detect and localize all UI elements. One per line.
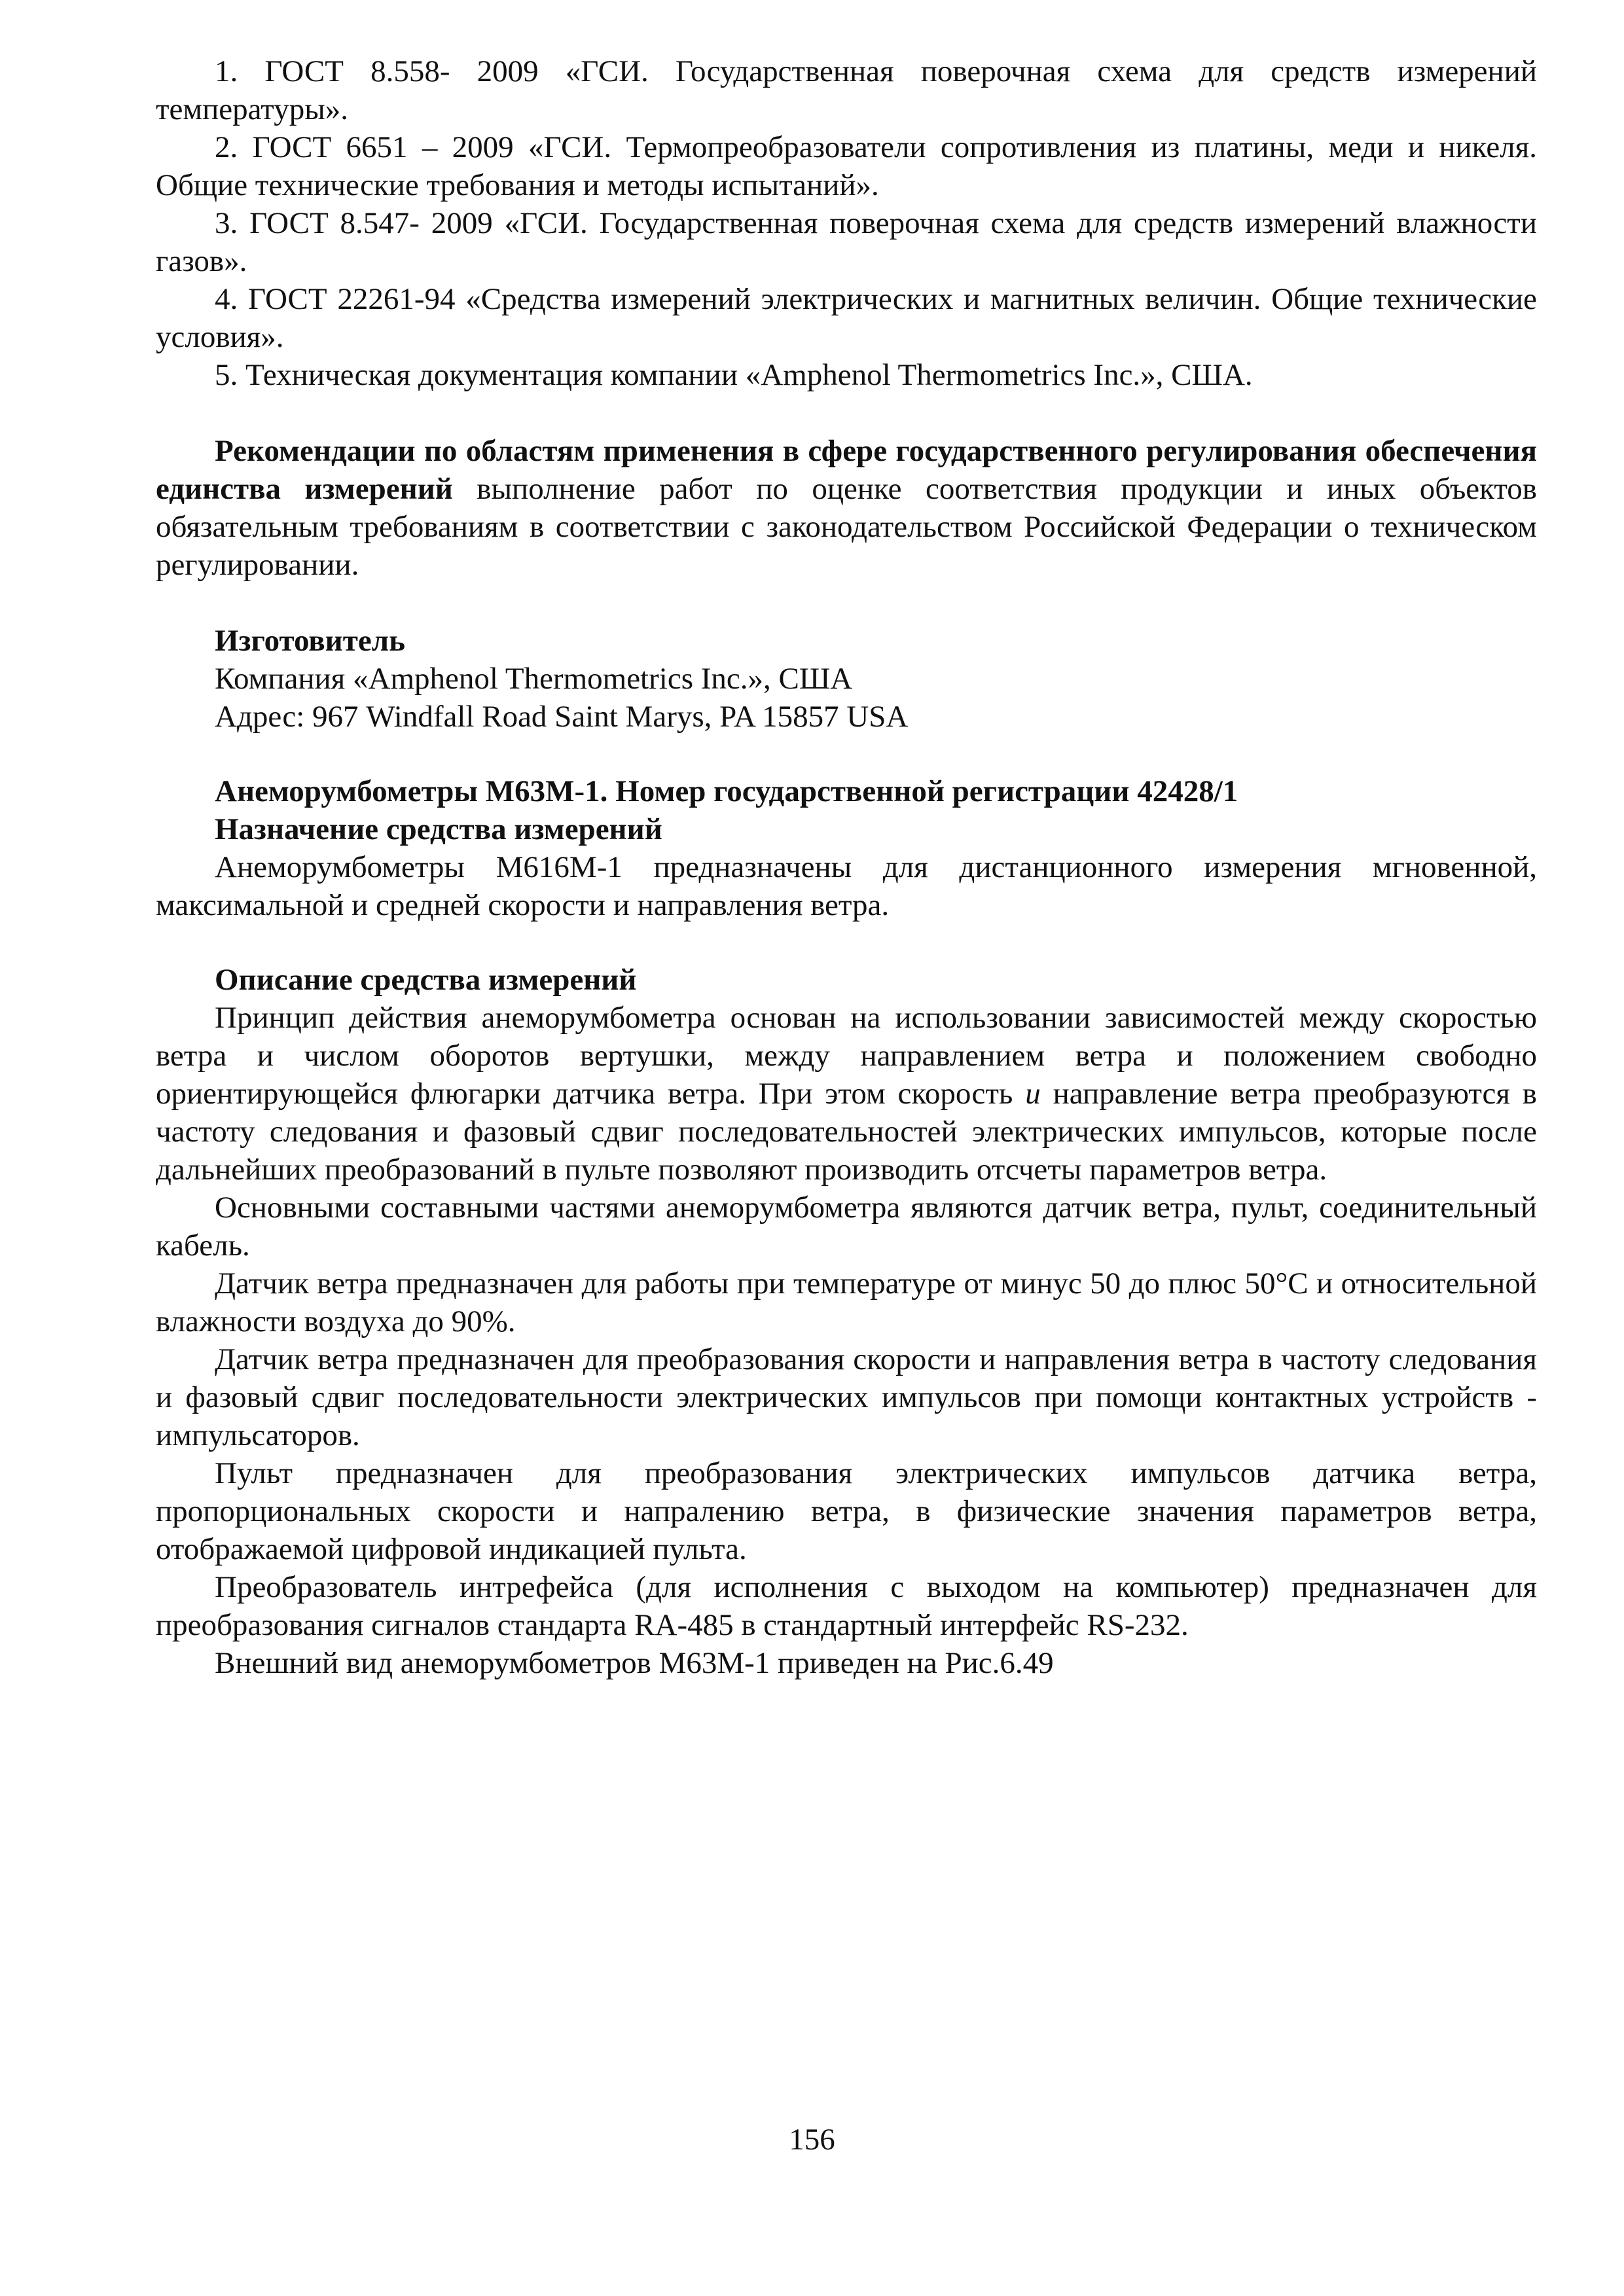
reference-item-4: 4. ГОСТ 22261-94 «Средства измерений электрических и магнитных величин. Общие технические условия».	[156, 282, 1537, 354]
description-paragraph-4: Датчик ветра предназначен для преобразования скорости и направления ветра в частоту следования и фазовый сдвиг последовательности электрических импульсов при помощи контактных устройств - импульсаторов.	[156, 1342, 1537, 1452]
manufacturer-section	[156, 622, 1537, 736]
recommendations-paragraph	[156, 432, 1537, 584]
description-paragraph-5: Пульт предназначен для преобразования электрических импульсов датчика ветра, пропорциональных скорости и напралению ветра, в физические значения параметров ветра, отображаемой цифровой индикацией пульта.	[156, 1456, 1537, 1566]
description-paragraph-1	[156, 999, 1537, 1189]
reference-item-1: 1. ГОСТ 8.558- 2009 «ГСИ. Государственная поверочная схема для средств измерений температуры».	[156, 54, 1537, 126]
instrument-title: Анеморумбометры М63М-1. Номер государственной регистрации 42428/1	[215, 774, 1238, 808]
manufacturer-company: Компания «Amphenol Thermometrics Inc.», США	[215, 662, 853, 696]
description-p1-italic: и	[1025, 1077, 1041, 1111]
document-page	[156, 52, 1537, 1682]
description-paragraph-2: Основными составными частями анеморумбометра являются датчик ветра, пульт, соединительный кабель.	[156, 1191, 1537, 1263]
reference-item-2: 2. ГОСТ 6651 – 2009 «ГСИ. Термопреобразователи сопротивления из платины, меди и никеля. Общие технические требования и методы испытаний».	[156, 130, 1537, 202]
reference-item-3: 3. ГОСТ 8.547- 2009 «ГСИ. Государственная поверочная схема для средств измерений влажности газов».	[156, 206, 1537, 278]
recommendations-heading: Рекомендации по областям применения в сфере государственного регулирования обеспечения единства измерений	[156, 434, 1537, 506]
recommendations-text: выполнение работ по оценке соответствия продукции и иных объектов обязательным требованиям в соответствии с законодательством Российской Федерации о техническом регулировании.	[156, 472, 1537, 582]
description-section	[156, 961, 1537, 1682]
instrument-section	[156, 772, 1537, 924]
description-paragraph-3: Датчик ветра предназначен для работы при температуре от минус 50 до плюс 50°С и относительной влажности воздуха до 90%.	[156, 1266, 1537, 1338]
description-p1-part1: Принцип действия анеморумбометра основан на использовании зависимостей между скоростью ветра и числом оборотов вертушки, между направлением ветра и положением свободно ориентирующейся флюгарки датчика ветра. При этом скорость	[156, 1001, 1537, 1111]
description-heading: Описание средства измерений	[215, 963, 637, 997]
purpose-heading: Назначение средства измерений	[215, 812, 662, 846]
purpose-text: Анеморумбометры М616М-1 предназначены для дистанционного измерения мгновенной, максимальной и средней скорости и направления ветра.	[156, 850, 1537, 922]
description-paragraph-6: Преобразователь интрефейса (для исполнения с выходом на компьютер) предназначен для преобразования сигналов стандарта RA-485 в стандартный интерфейс RS-232.	[156, 1570, 1537, 1642]
reference-item-5: 5. Техническая документация компании «Amphenol Thermometrics Inc.», США.	[215, 358, 1253, 392]
manufacturer-address: Адрес: 967 Windfall Road Saint Marys, PA 15857 USA	[215, 700, 909, 734]
reference-list	[156, 52, 1537, 394]
description-p1-part2: направление ветра преобразуются в частоту следования и фазовый сдвиг последовательностей электрических импульсов, которые после дальнейших преобразований в пульте позволяют производить отсчеты параметров ветра.	[156, 1077, 1537, 1187]
page-number: 156	[789, 2123, 835, 2157]
manufacturer-heading: Изготовитель	[215, 624, 405, 658]
description-paragraph-7: Внешний вид анеморумбометров М63М-1 приведен на Рис.6.49	[215, 1646, 1054, 1680]
